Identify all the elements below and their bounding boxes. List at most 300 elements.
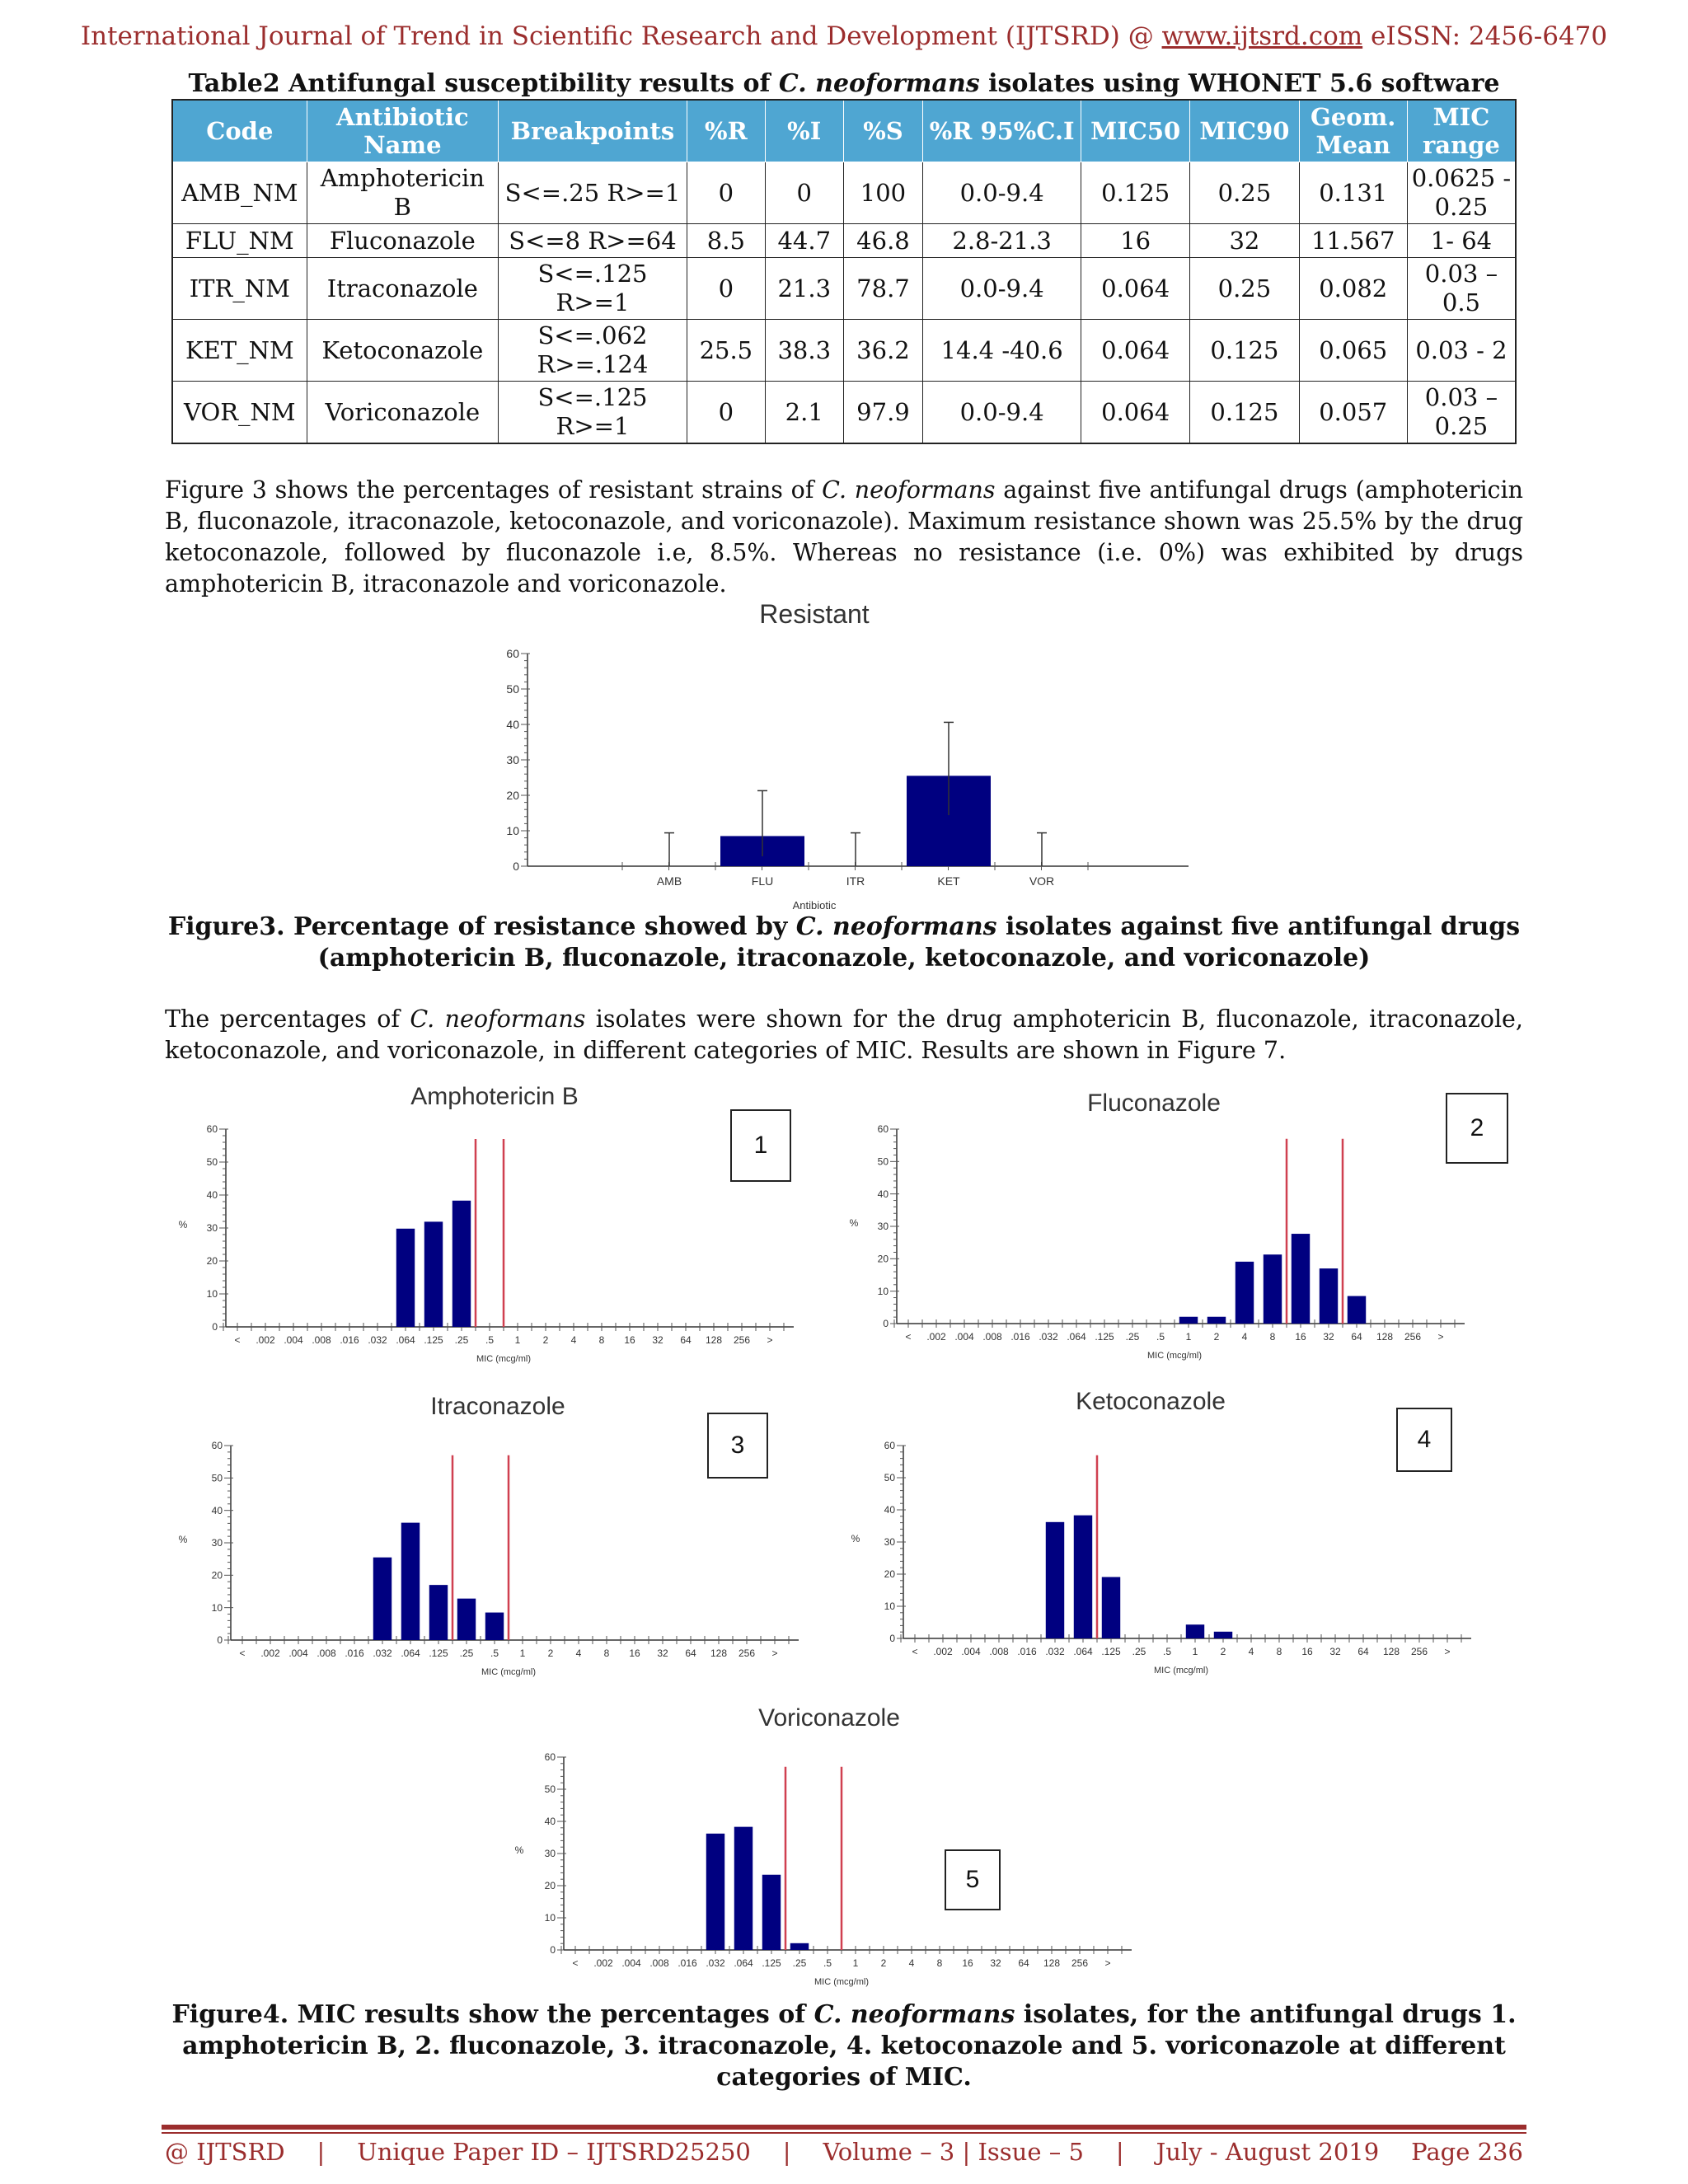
x-tick-label: .008 [312, 1334, 331, 1346]
chart-title: Resistant [759, 599, 870, 629]
table-cell: 0.0-9.4 [923, 258, 1081, 320]
y-tick-label: 30 [211, 1537, 223, 1549]
table-header-cell: %I [765, 100, 843, 162]
chart-bar [1207, 1317, 1226, 1324]
chart-bar [1186, 1624, 1204, 1638]
chart-bar [1236, 1262, 1254, 1324]
chart-bar [485, 1613, 504, 1640]
table-caption [0, 69, 1688, 98]
x-tick-label: .5 [1156, 1331, 1165, 1343]
x-tick-label: < [912, 1646, 918, 1657]
x-tick-label: 16 [624, 1334, 635, 1346]
x-tick-label: .016 [340, 1334, 359, 1346]
x-tick-label: 1 [1192, 1646, 1198, 1657]
chart-bar [457, 1599, 476, 1640]
para1-species: C. neoformans [822, 476, 996, 504]
x-tick-label: .5 [823, 1957, 832, 1969]
x-tick-label: VOR [1029, 874, 1055, 888]
table-cell: 0 [687, 382, 765, 444]
y-tick-label: 60 [206, 1123, 218, 1136]
fig4-caption-a: Figure4. MIC results show the percentages of [171, 2000, 814, 2029]
para2-species: C. neoformans [410, 1005, 586, 1033]
fluconazole-chart [841, 1071, 1525, 1385]
journal-link[interactable]: www.ijtsrd.com [1161, 21, 1363, 51]
footer-date: July - August 2019 [1156, 2138, 1380, 2166]
table-cell: FLU_NM [172, 224, 307, 258]
x-tick-label: .064 [1067, 1331, 1086, 1343]
x-axis-label: MIC (mcg/ml) [481, 1667, 536, 1677]
table-cell: Voriconazole [307, 382, 498, 444]
x-tick-label: .004 [621, 1957, 641, 1969]
x-tick-label: AMB [656, 874, 682, 888]
journal-header [0, 21, 1688, 51]
table-cell: 0.03 – 0.5 [1407, 258, 1516, 320]
x-tick-label: 2 [547, 1647, 554, 1659]
y-tick-label: 60 [877, 1123, 889, 1136]
footer-rule [162, 2125, 1526, 2130]
chart-bar [401, 1523, 420, 1640]
table-cell: ITR_NM [172, 258, 307, 320]
table-cell: 0.03 – 0.25 [1407, 382, 1516, 444]
x-tick-label: .004 [954, 1331, 974, 1343]
table-header-cell: %R 95%C.I [923, 100, 1081, 162]
chart-title: Fluconazole [1087, 1090, 1221, 1117]
table-cell: 0.03 - 2 [1407, 320, 1516, 382]
x-tick-label: .002 [260, 1647, 280, 1659]
para1-text-a: Figure 3 shows the percentages of resistant strains of [165, 476, 823, 504]
table-cell: 21.3 [765, 258, 843, 320]
y-tick-label: 10 [211, 1601, 223, 1614]
y-tick-label: 30 [206, 1222, 218, 1235]
susceptibility-table [171, 99, 1517, 444]
x-tick-label: < [905, 1331, 912, 1343]
table-cell: 16 [1081, 224, 1190, 258]
y-tick-label: 60 [884, 1440, 895, 1452]
para2-text-a: The percentages of [165, 1005, 410, 1033]
x-axis-label: MIC (mcg/ml) [814, 1977, 869, 1987]
journal-header-text: International Journal of Trend in Scientific Research and Development (IJTSRD) @ [80, 21, 1162, 51]
x-tick-label: 8 [1269, 1331, 1276, 1343]
x-tick-label: .002 [256, 1334, 275, 1346]
x-tick-label: 128 [1043, 1957, 1061, 1969]
fig4-caption-b: isolates, for the antifungal drugs 1. amphotericin B, 2. fluconazole, 3. itraconazole, 4. ketoconazole and 5. voriconazole at different categories of MIC. [182, 2000, 1517, 2092]
x-tick-label: 1 [514, 1334, 521, 1346]
x-tick-label: .25 [454, 1334, 469, 1346]
y-tick-label: 0 [217, 1634, 223, 1647]
x-tick-label: KET [937, 874, 960, 888]
figure4-caption [157, 1999, 1531, 2093]
table-cell: Amphotericin B [307, 162, 498, 224]
y-tick-label: 0 [883, 1318, 889, 1330]
x-tick-label: .25 [459, 1647, 474, 1659]
fig4-caption-species: C. neoformans [814, 2000, 1015, 2029]
x-tick-label: < [572, 1957, 579, 1969]
table-caption-species: C. neoformans [778, 69, 980, 98]
table-cell: 14.4 -40.6 [923, 320, 1081, 382]
x-tick-label: .008 [649, 1957, 669, 1969]
x-tick-label: 1 [519, 1647, 526, 1659]
y-tick-label: 0 [212, 1321, 218, 1333]
x-tick-label: 32 [652, 1334, 663, 1346]
x-tick-label: .25 [1125, 1331, 1140, 1343]
chart-bar [1264, 1254, 1282, 1324]
y-tick-label: 0 [513, 859, 519, 873]
fig3-caption-species: C. neoformans [795, 912, 997, 941]
table-cell: 0.0625 - 0.25 [1407, 162, 1516, 224]
table-cell: 0.125 [1081, 162, 1190, 224]
chart-bar [734, 1827, 753, 1950]
chart-title: Voriconazole [758, 1704, 900, 1732]
table-cell: 36.2 [843, 320, 923, 382]
voriconazole-chart [503, 1698, 1187, 2011]
x-tick-label: .004 [288, 1647, 308, 1659]
x-tick-label: .032 [706, 1957, 725, 1969]
x-tick-label: .5 [490, 1647, 499, 1659]
x-tick-label: 256 [738, 1647, 756, 1659]
page-footer [165, 2138, 1523, 2166]
x-tick-label: 8 [1276, 1646, 1282, 1657]
x-tick-label: 1 [1185, 1331, 1192, 1343]
x-tick-label: 8 [936, 1957, 943, 1969]
x-tick-label: 4 [1241, 1331, 1248, 1343]
table-cell: AMB_NM [172, 162, 307, 224]
x-tick-label: 64 [685, 1647, 696, 1659]
x-axis-label: MIC (mcg/ml) [1154, 1666, 1208, 1675]
x-tick-label: .064 [396, 1334, 415, 1346]
table-cell: 0.064 [1081, 382, 1190, 444]
table-cell: S<=.25 R>=1 [499, 162, 687, 224]
x-tick-label: FLU [751, 874, 774, 888]
footer-sep: | [1115, 2138, 1124, 2166]
table-cell: S<=.062 R>=.124 [499, 320, 687, 382]
x-tick-label: 4 [570, 1334, 577, 1346]
x-tick-label: 32 [657, 1647, 668, 1659]
table-cell: S<=.125 R>=1 [499, 258, 687, 320]
x-tick-label: .032 [1039, 1331, 1058, 1343]
table-cell: 2.1 [765, 382, 843, 444]
x-tick-label: 16 [1295, 1331, 1306, 1343]
y-tick-label: 60 [211, 1440, 223, 1452]
table-cell: VOR_NM [172, 382, 307, 444]
table-cell: S<=.125 R>=1 [499, 382, 687, 444]
table-cell: 46.8 [843, 224, 923, 258]
chart-title: Amphotericin B [410, 1083, 579, 1110]
y-axis-label: % [514, 1844, 524, 1856]
fig3-caption-a: Figure3. Percentage of resistance showed by [167, 912, 796, 941]
table-header-row [172, 100, 1516, 162]
table-caption-prefix: Table2 Antifungal susceptibility results of [188, 69, 779, 98]
y-tick-label: 60 [544, 1751, 556, 1764]
paragraph-mic [165, 1004, 1523, 1066]
footer-page: Page 236 [1411, 2138, 1523, 2166]
x-tick-label: > [1444, 1646, 1451, 1657]
x-tick-label: 64 [1351, 1331, 1362, 1343]
x-tick-label: > [1104, 1957, 1111, 1969]
footer-rule-thin [162, 2132, 1526, 2134]
footer-volume: Volume – 3 | Issue – 5 [823, 2138, 1084, 2166]
y-tick-label: 40 [211, 1504, 223, 1516]
paragraph-resistance [165, 475, 1523, 600]
y-tick-label: 10 [544, 1912, 556, 1924]
x-tick-label: .5 [1162, 1646, 1172, 1657]
table-cell: 0.065 [1299, 320, 1407, 382]
chart-bar [452, 1201, 471, 1327]
x-tick-label: > [771, 1647, 778, 1659]
x-tick-label: 32 [1323, 1331, 1334, 1343]
journal-issn: eISSN: 2456-6470 [1362, 21, 1608, 51]
y-tick-label: 30 [884, 1536, 895, 1549]
x-tick-label: .002 [933, 1646, 953, 1657]
y-tick-label: 50 [544, 1783, 556, 1796]
table-cell: 0.064 [1081, 320, 1190, 382]
chart-bar [1102, 1577, 1120, 1638]
x-tick-label: .032 [373, 1647, 392, 1659]
x-axis-label: MIC (mcg/ml) [1147, 1351, 1202, 1361]
y-tick-label: 50 [506, 682, 519, 696]
x-tick-label: 32 [990, 1957, 1001, 1969]
x-tick-label: .064 [734, 1957, 753, 1969]
x-axis-label: Antibiotic [792, 899, 837, 912]
chart-bar [1320, 1268, 1338, 1324]
x-tick-label: 128 [1382, 1646, 1400, 1657]
x-tick-label: .032 [368, 1334, 387, 1346]
x-tick-label: 128 [710, 1647, 728, 1659]
y-tick-label: 0 [550, 1944, 556, 1957]
x-tick-label: 128 [705, 1334, 723, 1346]
x-tick-label: .016 [678, 1957, 697, 1969]
x-tick-label: 8 [603, 1647, 610, 1659]
x-tick-label: .064 [401, 1647, 420, 1659]
fig3-caption-b: isolates against five antifungal drugs (amphotericin B, fluconazole, itraconazole, ketoconazole, and voriconazole) [317, 912, 1521, 972]
y-tick-label: 10 [506, 823, 519, 837]
x-tick-label: 1 [852, 1957, 859, 1969]
table-cell: Fluconazole [307, 224, 498, 258]
y-tick-label: 40 [544, 1816, 556, 1828]
table-cell: 0.25 [1190, 162, 1299, 224]
y-tick-label: 30 [544, 1848, 556, 1860]
y-tick-label: 50 [206, 1156, 218, 1169]
y-tick-label: 10 [877, 1285, 889, 1297]
x-tick-label: 64 [1357, 1646, 1369, 1657]
y-tick-label: 20 [506, 788, 519, 802]
chart-bar [373, 1558, 392, 1640]
table-cell: 44.7 [765, 224, 843, 258]
table-cell: Ketoconazole [307, 320, 498, 382]
x-tick-label: .002 [926, 1331, 946, 1343]
table-cell: 0 [687, 162, 765, 224]
table-row [172, 162, 1516, 224]
chart-title: Ketoconazole [1076, 1388, 1226, 1415]
table-cell: Itraconazole [307, 258, 498, 320]
table-header-cell: Geom. Mean [1299, 100, 1407, 162]
chart-bar [1179, 1317, 1198, 1324]
chart-title: Itraconazole [430, 1393, 565, 1420]
x-tick-label: 16 [962, 1957, 973, 1969]
x-tick-label: 16 [1301, 1646, 1313, 1657]
y-tick-label: 20 [211, 1569, 223, 1582]
table-cell: 0.0-9.4 [923, 382, 1081, 444]
para1-text-b: against five antifungal drugs (amphotericin B, fluconazole, itraconazole, ketoconazole, and voriconazole). Maximum resistance shown was 25.5% by the drug ketoconazole, followed by fluconazole i.e, 8.5%. Whereas no resistance (i.e. 0%) was exhibited by drugs amphotericin B, itraconazole and voriconazole. [165, 476, 1523, 598]
chart-bar [706, 1834, 724, 1950]
chart-bar [1214, 1632, 1232, 1638]
table-header-cell: %S [843, 100, 923, 162]
chart-bar [1074, 1516, 1092, 1638]
x-tick-label: > [767, 1334, 773, 1346]
table-cell: 0.057 [1299, 382, 1407, 444]
table-header-cell: Breakpoints [499, 100, 687, 162]
panel-number-2: 2 [1446, 1093, 1508, 1164]
x-tick-label: ITR [846, 874, 865, 888]
x-tick-label: .008 [316, 1647, 336, 1659]
y-tick-label: 20 [206, 1255, 218, 1268]
table-cell: 0.125 [1190, 320, 1299, 382]
table-header-cell: MIC range [1407, 100, 1516, 162]
y-axis-label: % [178, 1219, 188, 1230]
chart-bar [762, 1875, 781, 1950]
table-cell: 0.25 [1190, 258, 1299, 320]
x-tick-label: 2 [542, 1334, 549, 1346]
x-tick-label: 128 [1376, 1331, 1394, 1343]
x-tick-label: .002 [593, 1957, 613, 1969]
y-tick-label: 40 [206, 1189, 218, 1202]
chart-bar [1292, 1234, 1310, 1324]
y-axis-label: % [851, 1533, 860, 1544]
chart-bar [396, 1229, 415, 1327]
panel-number-5: 5 [945, 1849, 1001, 1910]
x-tick-label: .008 [982, 1331, 1002, 1343]
x-tick-label: < [239, 1647, 246, 1659]
y-tick-label: 40 [877, 1188, 889, 1200]
table-cell: 0 [765, 162, 843, 224]
y-tick-label: 30 [877, 1221, 889, 1233]
table-cell: S<=8 R>=64 [499, 224, 687, 258]
x-tick-label: 256 [1404, 1331, 1422, 1343]
x-tick-label: 2 [1220, 1646, 1226, 1657]
x-tick-label: 16 [629, 1647, 640, 1659]
x-tick-label: .016 [1017, 1646, 1037, 1657]
table-header-cell: Antibiotic Name [307, 100, 498, 162]
chart-bar [424, 1221, 443, 1327]
x-tick-label: < [234, 1334, 241, 1346]
table-header-cell: MIC90 [1190, 100, 1299, 162]
table-row [172, 320, 1516, 382]
x-tick-label: 8 [598, 1334, 605, 1346]
x-tick-label: .125 [429, 1647, 448, 1659]
x-tick-label: 4 [908, 1957, 915, 1969]
panel-number-1: 1 [730, 1109, 791, 1182]
resistant-chart [462, 593, 1533, 915]
panel-number-3: 3 [707, 1413, 768, 1479]
y-axis-label: % [849, 1217, 859, 1229]
x-tick-label: .25 [1132, 1646, 1146, 1657]
y-tick-label: 10 [206, 1288, 218, 1301]
y-tick-label: 50 [877, 1155, 889, 1168]
y-tick-label: 10 [884, 1601, 895, 1613]
table-cell: KET_NM [172, 320, 307, 382]
y-tick-label: 40 [884, 1504, 895, 1516]
x-tick-label: .125 [1095, 1331, 1114, 1343]
footer-journal: @ IJTSRD [165, 2138, 285, 2166]
table-cell: 78.7 [843, 258, 923, 320]
y-tick-label: 60 [506, 646, 519, 660]
table-cell: 8.5 [687, 224, 765, 258]
x-tick-label: .125 [1101, 1646, 1121, 1657]
x-tick-label: .032 [1045, 1646, 1065, 1657]
table-row [172, 224, 1516, 258]
footer-sep: | [316, 2138, 326, 2166]
chart-bar [1348, 1296, 1366, 1324]
y-tick-label: 20 [884, 1568, 895, 1581]
chart-bar [429, 1585, 448, 1640]
x-tick-label: 4 [575, 1647, 582, 1659]
table-cell: 11.567 [1299, 224, 1407, 258]
x-tick-label: 256 [1071, 1957, 1089, 1969]
x-axis-label: MIC (mcg/ml) [476, 1354, 531, 1364]
table-header-cell: %R [687, 100, 765, 162]
x-tick-label: .064 [1073, 1646, 1093, 1657]
table-cell: 2.8-21.3 [923, 224, 1081, 258]
table-cell: 0.082 [1299, 258, 1407, 320]
table-row [172, 258, 1516, 320]
footer-paper-id: Unique Paper ID – IJTSRD25250 [357, 2138, 751, 2166]
x-tick-label: 4 [1248, 1646, 1254, 1657]
table-cell: 25.5 [687, 320, 765, 382]
y-tick-label: 40 [506, 717, 519, 731]
x-tick-label: > [1437, 1331, 1444, 1343]
table-caption-suffix: isolates using WHONET 5.6 software [979, 69, 1500, 98]
x-tick-label: 2 [1213, 1331, 1220, 1343]
y-tick-label: 0 [889, 1633, 895, 1645]
x-tick-label: .5 [485, 1334, 495, 1346]
para2-text-b: isolates were shown for the drug amphotericin B, fluconazole, itraconazole, ketoconazole, and voriconazole, in different categories of MIC. Results are shown in Figure 7. [165, 1005, 1523, 1064]
table-cell: 100 [843, 162, 923, 224]
panel-number-4: 4 [1396, 1408, 1452, 1472]
table-cell: 97.9 [843, 382, 923, 444]
table-cell: 32 [1190, 224, 1299, 258]
footer-sep: | [782, 2138, 791, 2166]
x-tick-label: 64 [1018, 1957, 1029, 1969]
x-tick-label: 64 [680, 1334, 692, 1346]
x-tick-label: 32 [1329, 1646, 1341, 1657]
y-axis-label: % [178, 1534, 188, 1545]
chart-bar [790, 1943, 809, 1950]
x-tick-label: 256 [733, 1334, 751, 1346]
x-tick-label: .016 [345, 1647, 364, 1659]
x-tick-label: .004 [961, 1646, 981, 1657]
x-tick-label: .004 [284, 1334, 303, 1346]
table-row [172, 382, 1516, 444]
table-cell: 0.125 [1190, 382, 1299, 444]
y-tick-label: 50 [884, 1472, 895, 1484]
table-cell: 0 [687, 258, 765, 320]
y-tick-label: 20 [877, 1253, 889, 1265]
table-header-cell: MIC50 [1081, 100, 1190, 162]
table-cell: 0.131 [1299, 162, 1407, 224]
table-cell: 1- 64 [1407, 224, 1516, 258]
x-tick-label: .125 [424, 1334, 443, 1346]
table-cell: 0.064 [1081, 258, 1190, 320]
y-tick-label: 30 [506, 752, 519, 766]
x-tick-label: 2 [880, 1957, 887, 1969]
y-tick-label: 50 [211, 1472, 223, 1484]
x-tick-label: .008 [989, 1646, 1009, 1657]
x-tick-label: 256 [1410, 1646, 1428, 1657]
x-tick-label: .016 [1010, 1331, 1030, 1343]
chart-bar [1046, 1522, 1064, 1638]
table-cell: 0.0-9.4 [923, 162, 1081, 224]
x-tick-label: .25 [792, 1957, 807, 1969]
figure3-caption [157, 912, 1531, 974]
